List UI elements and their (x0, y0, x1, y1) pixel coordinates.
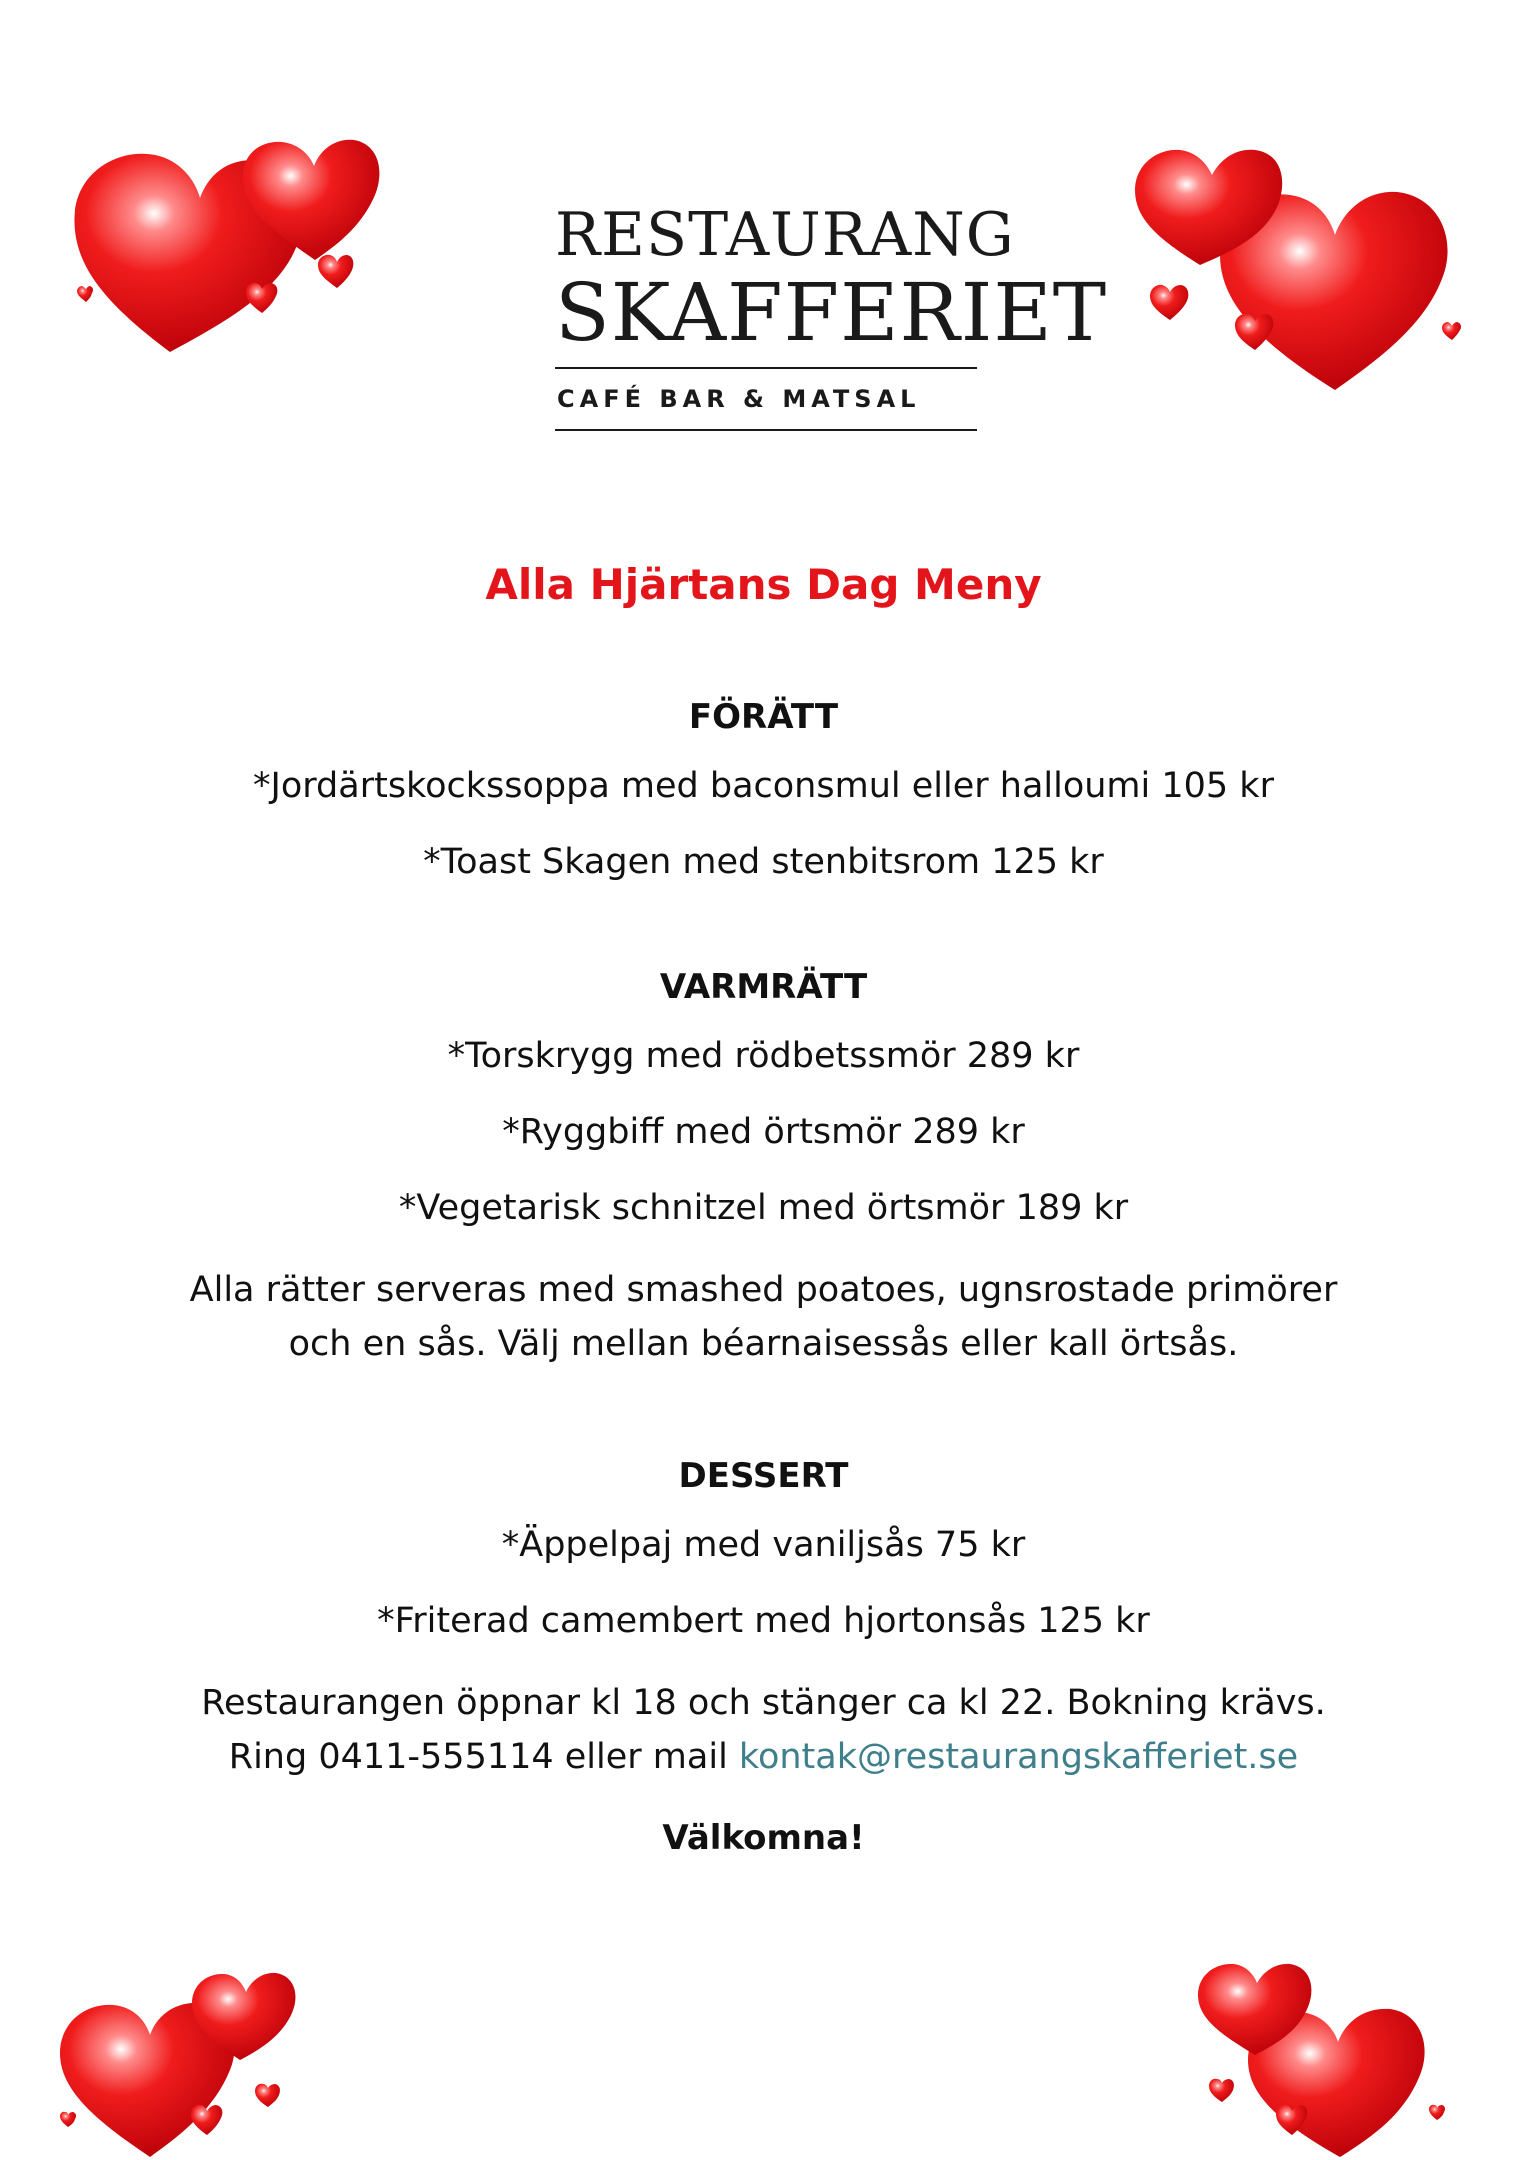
menu-section-dessert (0, 1456, 1527, 1859)
logo-divider (555, 429, 977, 431)
serving-note (0, 1263, 1527, 1372)
heart-icon (318, 255, 353, 288)
serving-note-line2: och en sås. Välj mellan béarnaisessås eller kall örtsås. (288, 1324, 1239, 1365)
heart-icon (1429, 2105, 1445, 2120)
heart-icon (1235, 314, 1273, 350)
menu-item: *Friterad camembert med hjortonsås 125 kr (377, 1600, 1150, 1641)
section-heading: DESSERT (678, 1455, 849, 1496)
heart-icon (1442, 322, 1461, 340)
heart-icon (1209, 2079, 1234, 2102)
menu-section-forratt (0, 697, 1527, 883)
booking-info (0, 1676, 1527, 1785)
booking-info-prefix: Ring 0411-555114 eller mail (228, 1736, 739, 1777)
hearts-bottom-left (50, 1945, 310, 2160)
menu-section-varmratt (0, 967, 1527, 1372)
menu-item: *Äppelpaj med vaniljsås 75 kr (501, 1524, 1026, 1565)
menu-item: *Torskrygg med rödbetssmör 289 kr (447, 1036, 1080, 1076)
serving-note-line1: Alla rätter serveras med smashed poatoes, ugnsrostade primörer (189, 1270, 1338, 1310)
logo-name-line2: SKAFFERIET (555, 266, 1108, 359)
restaurant-logo (555, 200, 1108, 431)
heart-icon (191, 2105, 222, 2135)
section-heading: FÖRÄTT (688, 697, 839, 737)
menu-item: *Toast Skagen med stenbitsrom 125 kr (423, 842, 1104, 882)
booking-info-line1: Restaurangen öppnar kl 18 och stänger ca kl 22. Bokning krävs. (201, 1682, 1326, 1723)
heart-icon (60, 2112, 76, 2127)
menu-item: *Jordärtskockssoppa med baconsmul eller halloumi 105 kr (253, 766, 1274, 806)
heart-icon (77, 286, 93, 302)
menu-title: Alla Hjärtans Dag Meny (485, 560, 1042, 609)
logo-tagline: CAFÉ BAR & MATSAL (557, 385, 921, 413)
hearts-top-right (1125, 120, 1485, 400)
welcome-text: Välkomna! (662, 1818, 865, 1858)
email-link[interactable]: kontak@restaurangskafferiet.se (738, 1736, 1299, 1777)
heart-icon (255, 2084, 280, 2107)
hearts-top-left (60, 100, 400, 380)
menu-item: *Ryggbiff med örtsmör 289 kr (502, 1112, 1025, 1152)
menu-content (0, 560, 1527, 1858)
section-heading: VARMRÄTT (659, 967, 868, 1007)
heart-icon (1150, 285, 1188, 320)
hearts-bottom-right (1180, 1945, 1460, 2160)
menu-item: *Vegetarisk schnitzel med örtsmör 189 kr (398, 1188, 1129, 1228)
logo-name-line1: RESTAURANG (555, 200, 1015, 270)
